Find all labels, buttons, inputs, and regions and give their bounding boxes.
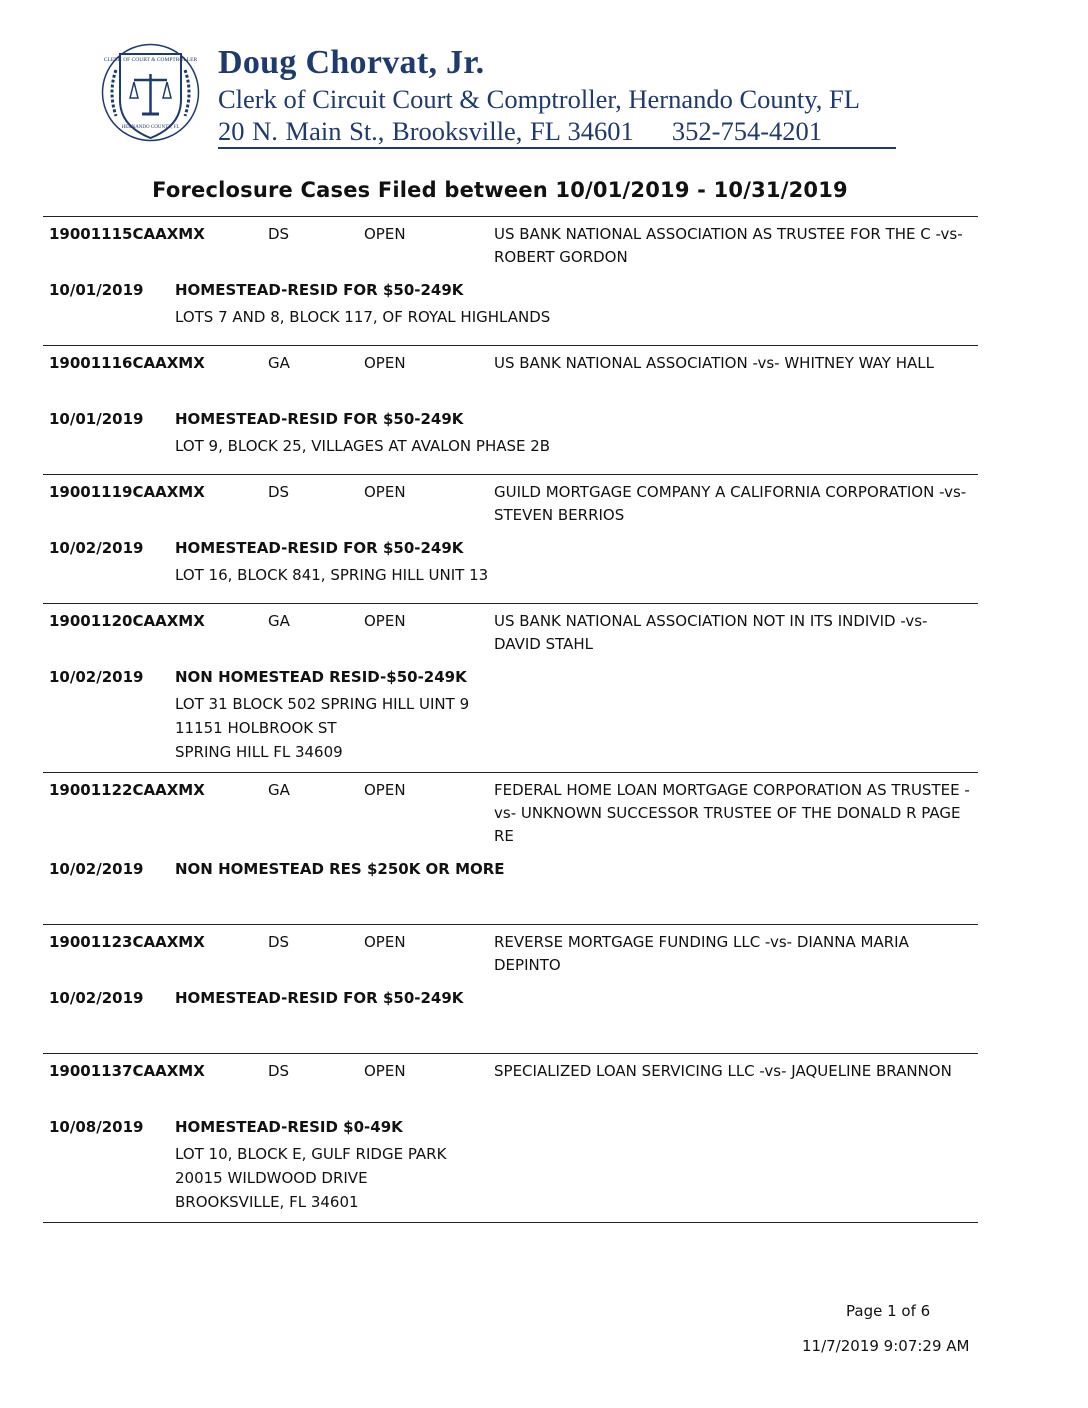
property-description	[43, 563, 978, 603]
case-header-row	[43, 773, 978, 848]
case-number: 19001115CAAXMX	[49, 225, 205, 243]
case-type: HOMESTEAD-RESID FOR $50-249K	[175, 281, 464, 299]
judge-code: DS	[268, 483, 290, 501]
case-header-row	[43, 217, 978, 269]
case-filing-row	[43, 987, 978, 1013]
description-line: 11151 HOLBROOK ST	[175, 719, 337, 737]
case-number: 19001119CAAXMX	[49, 483, 205, 501]
case-header-row	[43, 604, 978, 656]
clerk-title: Clerk of Circuit Court & Comptroller, Hernando County, FL	[218, 84, 860, 114]
case-number: 19001137CAAXMX	[49, 1062, 205, 1080]
filed-date: 10/01/2019	[49, 410, 144, 428]
case-filing-row	[43, 408, 978, 434]
property-description	[43, 305, 978, 345]
filed-date: 10/08/2019	[49, 1118, 144, 1136]
filed-date: 10/02/2019	[49, 989, 144, 1007]
clerk-name: Doug Chorvat, Jr.	[218, 44, 485, 81]
judge-code: GA	[268, 781, 290, 799]
property-description	[43, 1013, 978, 1053]
page-number: Page 1 of 6	[846, 1302, 931, 1320]
svg-text:HERNANDO COUNTY, FL: HERNANDO COUNTY, FL	[121, 125, 180, 130]
clerk-address-line	[218, 116, 822, 147]
property-description	[43, 884, 978, 924]
case-parties: FEDERAL HOME LOAN MORTGAGE CORPORATION AS TRUSTEE -vs- UNKNOWN SUCCESSOR TRUSTEE OF THE DONALD R PAGE RE	[494, 781, 970, 845]
case-number: 19001122CAAXMX	[49, 781, 205, 799]
case-parties: SPECIALIZED LOAN SERVICING LLC -vs- JAQUELINE BRANNON	[494, 1062, 952, 1080]
case-type: NON HOMESTEAD RES $250K OR MORE	[175, 860, 505, 878]
description-line: SPRING HILL FL 34609	[175, 743, 343, 761]
case-number: 19001116CAAXMX	[49, 354, 205, 372]
property-description	[43, 1142, 978, 1222]
clerk-address: 20 N. Main St., Brooksville, FL 34601	[218, 116, 634, 146]
case-filing-row	[43, 1116, 978, 1142]
description-line: LOT 16, BLOCK 841, SPRING HILL UNIT 13	[175, 566, 489, 584]
case-header-row	[43, 925, 978, 977]
judge-code: DS	[268, 1062, 290, 1080]
case-status: OPEN	[364, 225, 406, 243]
case-parties: US BANK NATIONAL ASSOCIATION NOT IN ITS INDIVID -vs- DAVID STAHL	[494, 612, 928, 653]
judge-code: DS	[268, 225, 290, 243]
case-record	[43, 345, 978, 474]
filed-date: 10/02/2019	[49, 860, 144, 878]
case-parties: US BANK NATIONAL ASSOCIATION -vs- WHITNEY WAY HALL	[494, 354, 934, 372]
judge-code: GA	[268, 612, 290, 630]
case-type: NON HOMESTEAD RESID-$50-249K	[175, 668, 467, 686]
case-record	[43, 772, 978, 924]
case-header-row	[43, 475, 978, 527]
case-filing-row	[43, 279, 978, 305]
print-timestamp: 11/7/2019 9:07:29 AM	[802, 1337, 970, 1355]
letterhead	[98, 40, 898, 152]
case-header-row	[43, 346, 978, 398]
case-record	[43, 924, 978, 1053]
case-record	[43, 1053, 978, 1223]
clerk-phone: 352-754-4201	[671, 116, 823, 146]
case-filing-row	[43, 858, 978, 884]
case-status: OPEN	[364, 1062, 406, 1080]
report-title: Foreclosure Cases Filed between 10/01/2019 - 10/31/2019	[152, 178, 848, 202]
description-line: 20015 WILDWOOD DRIVE	[175, 1169, 368, 1187]
property-description	[43, 434, 978, 474]
case-record	[43, 603, 978, 772]
case-type: HOMESTEAD-RESID FOR $50-249K	[175, 539, 464, 557]
case-type: HOMESTEAD-RESID FOR $50-249K	[175, 989, 464, 1007]
case-status: OPEN	[364, 933, 406, 951]
description-line: LOT 9, BLOCK 25, VILLAGES AT AVALON PHASE 2B	[175, 437, 551, 455]
case-status: OPEN	[364, 781, 406, 799]
description-line: LOT 31 BLOCK 502 SPRING HILL UINT 9	[175, 695, 470, 713]
case-record	[43, 216, 978, 345]
property-description	[43, 692, 978, 772]
case-status: OPEN	[364, 354, 406, 372]
case-status: OPEN	[364, 612, 406, 630]
case-type: HOMESTEAD-RESID $0-49K	[175, 1118, 403, 1136]
case-parties: US BANK NATIONAL ASSOCIATION AS TRUSTEE FOR THE C -vs- ROBERT GORDON	[494, 225, 963, 266]
filed-date: 10/01/2019	[49, 281, 144, 299]
header-rule	[218, 147, 896, 149]
case-status: OPEN	[364, 483, 406, 501]
case-number: 19001120CAAXMX	[49, 612, 205, 630]
case-header-row	[43, 1054, 978, 1106]
case-number: 19001123CAAXMX	[49, 933, 205, 951]
case-type: HOMESTEAD-RESID FOR $50-249K	[175, 410, 464, 428]
case-parties: GUILD MORTGAGE COMPANY A CALIFORNIA CORPORATION -vs- STEVEN BERRIOS	[494, 483, 967, 524]
description-line: LOTS 7 AND 8, BLOCK 117, OF ROYAL HIGHLANDS	[175, 308, 551, 326]
case-record	[43, 474, 978, 603]
case-filing-row	[43, 666, 978, 692]
description-line: BROOKSVILLE, FL 34601	[175, 1193, 359, 1211]
svg-text:CLERK OF COURT & COMPTROLLER: CLERK OF COURT & COMPTROLLER	[103, 57, 198, 63]
description-line: LOT 10, BLOCK E, GULF RIDGE PARK	[175, 1145, 447, 1163]
judge-code: DS	[268, 933, 290, 951]
filed-date: 10/02/2019	[49, 668, 144, 686]
case-list	[43, 216, 978, 1223]
case-parties: REVERSE MORTGAGE FUNDING LLC -vs- DIANNA MARIA DEPINTO	[494, 933, 909, 974]
judge-code: GA	[268, 354, 290, 372]
clerk-seal-logo	[98, 40, 203, 145]
case-filing-row	[43, 537, 978, 563]
filed-date: 10/02/2019	[49, 539, 144, 557]
